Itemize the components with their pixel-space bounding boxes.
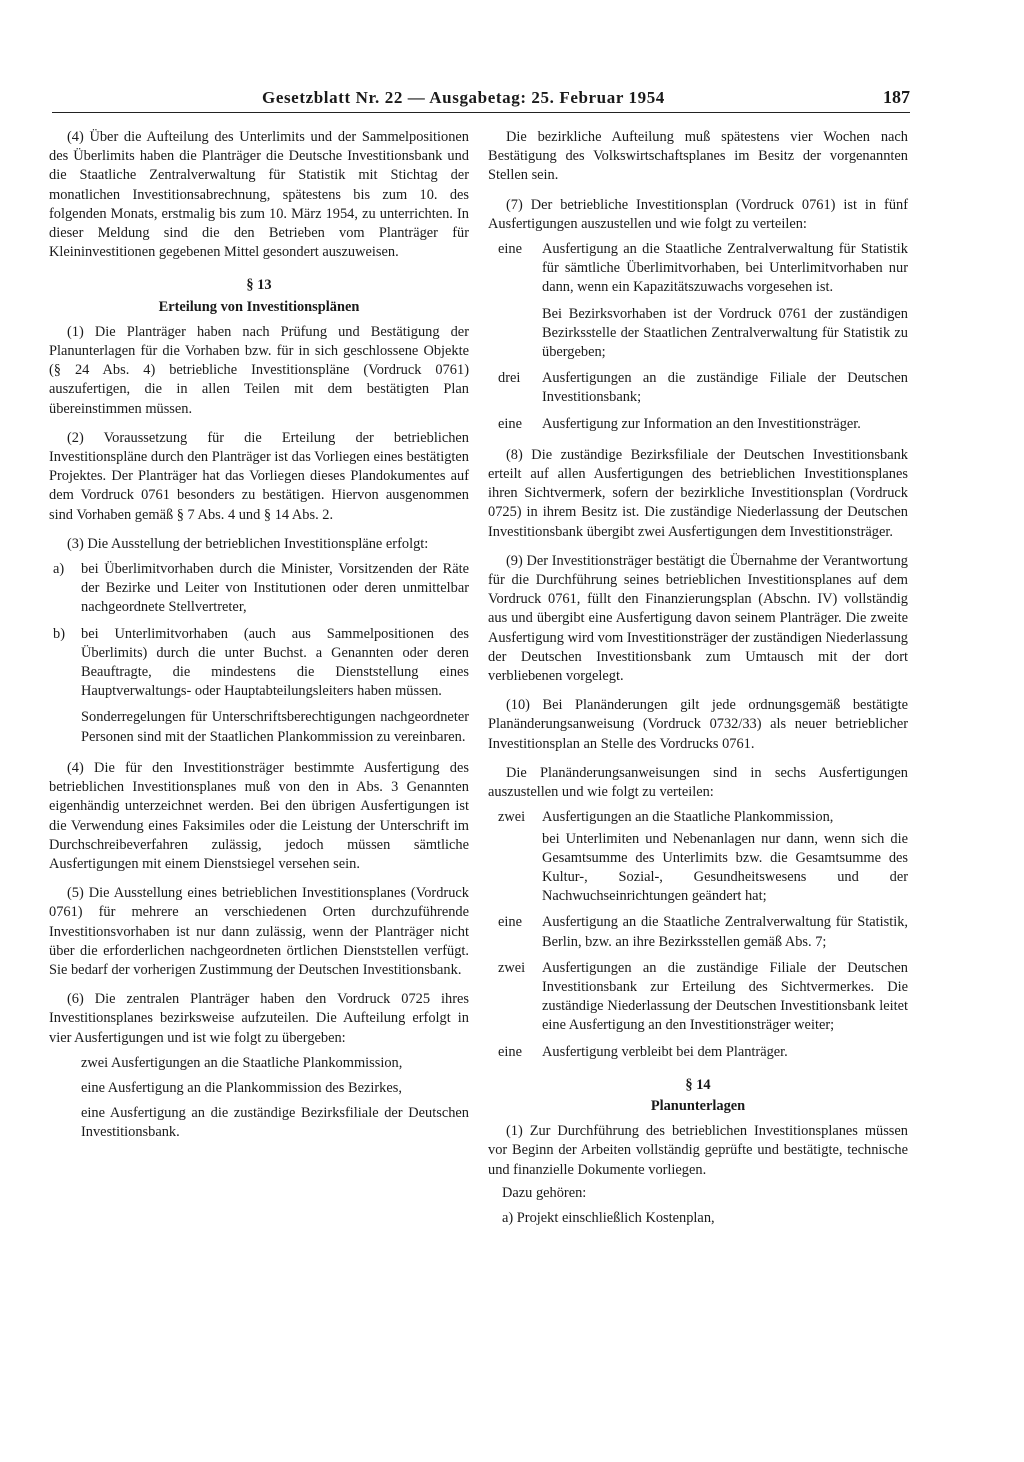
distribution-text: Ausfertigungen an die zuständige Filiale der Deutschen Investitionsbank zur Erteilung des Sichtvermerkes. Die zuständige Niederlassung der Deutschen Investitionsbank leitet eine Ausfertigung an den Investitionsträger weiter; [542,959,908,1034]
distribution-count: drei [498,370,521,387]
distribution-count: zwei [498,959,526,976]
paragraph-13-10: (10) Bei Planänderungen gilt jede ordnungsgemäß bestätigte Planänderungsanweisung (Vordruck 0732/33) als neuer betrieblicher Investitionsplan an Stelle des Vordrucks 0761. [488,697,908,752]
distribution-item [488,240,908,298]
list-label: a) [53,561,65,578]
distribution-item [488,808,908,827]
paragraph-13-6: (6) Die zentralen Planträger haben den Vordruck 0725 ihres Investitionsplanes bezirksweise aufzuteilen. Die Aufteilung erfolgt in vier Ausfertigungen und ist wie folgt zu übergeben: [49,991,469,1046]
distribution-count: eine [498,914,522,931]
paragraph-13-3: (3) Die Ausstellung der betrieblichen Investitionspläne erfolgt: [67,535,429,552]
distribution-subtext: bei Unterlimiten und Nebenanlagen nur dann, wenn sich die Gesamtsumme des Unterlimits bzw. die Gesamtsumme des Kultur-, Sozial-, Gesundheitswesens und der Nachwuchseinrichtungen geändert hat; [542,830,908,905]
distribution-text: Ausfertigung zur Information an den Investitionsträger. [542,415,861,432]
distribution-item [488,369,908,407]
distribution-item [488,959,908,1036]
paragraph-13-4: (4) Die für den Investitionsträger bestimmte Ausfertigung des betrieblichen Investitionsplanes muß von den in Abs. 3 Genannten eigenhändig unterzeichnet werden. Bei den übrigen Ausfertigungen ist die Verwendung eines Faksimiles oder die Leistung der Unterschrift im Durchschreibeverfahren zulässig, jedoch müssen sämtliche Ausfertigungen mit einem Dienstsiegel versehen sein. [49,759,469,872]
list-label: b) [53,625,65,642]
distribution-item [488,415,908,434]
distribution-item [488,913,908,951]
distribution-count: eine [498,241,522,258]
list-item-a: a) Projekt einschließlich Kostenplan, [502,1209,715,1226]
distribution-count: eine [498,1043,522,1060]
header-title: Gesetzblatt Nr. 22 — Ausgabetag: 25. Februar 1954 [262,88,665,107]
left-column [49,128,469,1149]
list-text: bei Überlimitvorhaben durch die Minister, Vorsitzenden der Räte der Bezirke und Leiter von Institutionen oder deren unmittelbar nachgeordnete Stellvertreter, [81,561,469,616]
paragraph-13-1: (1) Die Planträger haben nach Prüfung und Bestätigung der Planunterlagen für die Vorhaben bzw. für in sich geschlossene Objekte (§ 24 Abs. 4) betriebliche Investitionspläne (Vordruck 0761) auszufertigen, die in allen Teilen mit dem bestätigten Plan übereinstimmen müssen. [49,323,469,417]
paragraph-13-2: (2) Voraussetzung für die Erteilung der betrieblichen Investitionspläne durch den Planträger ist das Vorliegen eines bestätigten Projektes. Der Planträger hat das Vorliegen dieses Plandokumentes auf dem Vordruck 0761 besonders zu bestätigen. Hiervon ausgenommen sind Vorhaben gemäß § 7 Abs. 4 und § 14 Abs. 2. [49,429,469,523]
sonderregelungen: Sonderregelungen für Unterschriftsberechtigungen nachgeordneter Personen sind mit der Staatlichen Plankommission zu vereinbaren. [81,709,469,745]
paragraph-13-6-cont: Die bezirkliche Aufteilung muß spätestens vier Wochen nach Bestätigung des Volkswirtschaftsplanes im Besitz der vorgenannten Stellen sein. [488,129,908,184]
page-header [52,88,910,113]
distribution-count: eine [498,415,522,432]
distribution-text: Ausfertigungen an die Staatliche Plankommission, [542,809,834,826]
paragraph-13-7: (7) Der betriebliche Investitionsplan (Vordruck 0761) ist in fünf Ausfertigungen auszustellen und wie folgt zu verteilen: [488,196,908,232]
paragraph-14-1: (1) Zur Durchführung des betrieblichen Investitionsplanes müssen vor Beginn der Arbeiten vollständig geprüfte und bestätigte, technische und finanzielle Dokumente vorliegen. [488,1123,908,1178]
section-13-heading: § 13 [246,277,272,294]
paragraph-13-9: (9) Der Investitionsträger bestätigt die Übernahme der Verantwortung für die Durchführung seines betrieblichen Investitionsplanes auf dem Vordruck 0761, füllt den Finanzierungsplan (Abschn. IV) vollständig aus und übergibt eine Ausfertigung davon seinem Planträger. Die zweite Ausfertigung wird vom Investitionsträger der zuständigen Niederlassung der Deutschen Investitionsbank zum Umtausch mit der dort verbliebenen vorgelegt. [488,552,908,685]
distribution-text: Ausfertigung an die Staatliche Zentralverwaltung für Statistik für sämtliche Überlimitvorhaben, bei Unterlimitvorhaben nur dann, wenn ein Kapazitätszuwachs vorgesehen ist. [542,241,908,296]
list-text: bei Unterlimitvorhaben (auch aus Sammelpositionen des Überlimits) durch die unter Buchst. a Genannten oder deren Beauftragte, die mindestens die Dienststellung eines Hauptverwaltungs- oder Hauptabteilungsleiters haben müssen. [81,625,469,700]
page-number: 187 [883,87,910,107]
paragraph-13-8: (8) Die zuständige Bezirksfiliale der Deutschen Investitionsbank erteilt auf allen Ausfertigungen des betrieblichen Investitionsplanes ihren Sichtvermerk, sofern der bezirkliche Investitionsplan (Vordruck 0725) in ihrem Besitz ist. Die zuständige Niederlassung der Deutschen Investitionsbank übergibt zwei Ausfertigungen dem Investitionsträger. [488,446,908,540]
distribution-item: eine Ausfertigung an die zuständige Bezirksfiliale der Deutschen Investitionsbank. [81,1105,469,1141]
list-item-a [49,560,469,618]
distribution-item: eine Ausfertigung an die Plankommission des Bezirkes, [81,1079,402,1096]
distribution-text: Ausfertigung verbleibt bei dem Planträger. [542,1043,788,1060]
paragraph-13-10-b: Die Planänderungsanweisungen sind in sechs Ausfertigungen auszustellen und wie folgt zu verteilen: [488,764,908,801]
paragraph-12-4: (4) Über die Aufteilung des Unterlimits und der Sammelpositionen des Überlimits haben die Planträger die Deutsche Investitionsbank und die Staatliche Zentralverwaltung für Statistik mit Stichtag der monatlichen Investitionsabrechnung, spätestens bis zum 10. des folgenden Monats, erstmalig bis zum 10. März 1954, zu unterrichten. In dieser Meldung sind die den Betrieben vom Planträger für Kleininvestitionen gegebenen Mittel gesondert auszuweisen. [49,129,469,261]
distribution-count: zwei [498,809,526,826]
distribution-item [488,1043,908,1062]
distribution-item: zwei Ausfertigungen an die Staatliche Plankommission, [81,1054,403,1071]
distribution-text: Ausfertigung an die Staatliche Zentralverwaltung für Statistik, Berlin, bzw. an ihre Bezirksstellen gemäß Abs. 7; [542,914,908,950]
list-item-b [49,625,469,702]
right-column [488,128,908,1234]
distribution-text: Ausfertigungen an die zuständige Filiale der Deutschen Investitionsbank; [542,370,908,406]
section-14-heading: § 14 [685,1076,711,1093]
section-14-title: Planunterlagen [650,1097,746,1114]
paragraph-13-5: (5) Die Ausstellung eines betrieblichen Investitionsplanes (Vordruck 0761) für mehrere an verschiedenen Orten durchzuführende Investitionsvorhaben ist nur dann zulässig, wenn der Planträger nicht über die erforderlichen nachgeordneten örtlichen Dienststellen verfügt. Sie bedarf der vorherigen Zustimmung der Deutschen Investitionsbank. [49,885,469,978]
section-13-title: Erteilung von Investitionsplänen [158,298,360,315]
distribution-subtext: Bei Bezirksvorhaben ist der Vordruck 0761 der zuständigen Bezirksstelle der Staatlichen Zentralverwaltung für Statistik zu übergeben; [542,305,908,361]
dazu-gehoeren: Dazu gehören: [502,1184,587,1201]
